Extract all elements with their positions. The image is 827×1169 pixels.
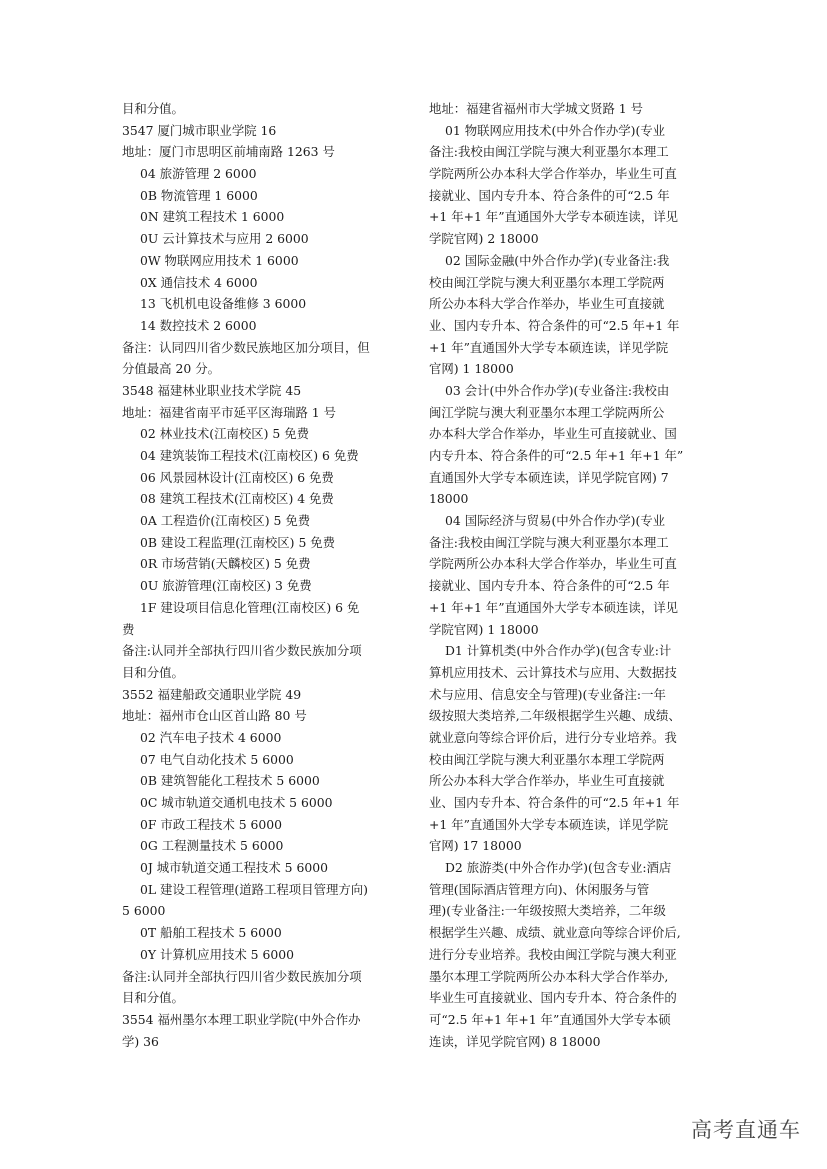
text-line: 地址：福建省南平市延平区海瑞路 1 号 [122, 404, 337, 420]
text-line: 算机应用技术、云计算技术与应用、大数据技 [429, 664, 677, 680]
text-line: 所公办本科大学合作举办，毕业生可直接就 [429, 296, 665, 312]
text-line: 进行分专业培养。我校由闽江学院与澳大利亚 [429, 946, 677, 962]
text-line: 5 6000 [122, 903, 166, 919]
text-line: 根据学生兴趣、成绩、就业意向等综合评价后, [429, 925, 681, 941]
text-line: 01 物联网应用技术(中外合作办学)(专业 [445, 122, 666, 138]
text-line: 学院两所公办本科大学合作举办，毕业生可直 [429, 556, 677, 572]
text-line: 内专升本、符合条件的可“2.5 年+1 年+1 年” [429, 448, 684, 463]
text-line: 办本科大学合作举办，毕业生可直接就业、国 [429, 426, 677, 442]
text-line: 备注:我校由闽江学院与澳大利亚墨尔本理工 [429, 144, 669, 160]
text-line: 0U 云计算技术与应用 2 6000 [140, 231, 309, 247]
text-line: +1 年”直通国外大学专本硕连读，详见学院 [429, 816, 669, 832]
text-line: 08 建筑工程技术(江南校区) 4 免费 [140, 491, 334, 507]
text-line: 费 [122, 621, 135, 637]
text-line: 04 旅游管理 2 6000 [140, 166, 257, 182]
text-line: 墨尔本理工学院两所公办本科大学合作举办, [429, 968, 669, 984]
text-line: 备注:认同并全部执行四川省少数民族加分项 [122, 968, 362, 984]
text-line: 业、国内专升本、符合条件的可“2.5 年+1 年 [429, 795, 680, 810]
text-line: +1 年+1 年”直通国外大学专本硕连读，详见 [429, 599, 678, 615]
text-line: 分值最高 20 分。 [122, 361, 220, 377]
right-column [429, 98, 730, 1052]
text-line: 备注:我校由闽江学院与澳大利亚墨尔本理工 [429, 534, 669, 550]
text-line: 0B 建筑智能化工程技术 5 6000 [140, 773, 320, 789]
text-line: 可“2.5 年+1 年+1 年”直通国外大学专本硕 [429, 1011, 671, 1027]
text-line: +1 年”直通国外大学专本硕连读，详见学院 [429, 339, 669, 355]
text-line: 0T 船舶工程技术 5 6000 [140, 925, 282, 941]
text-line: 02 林业技术(江南校区) 5 免费 [140, 426, 310, 442]
text-line: 目和分值。 [122, 664, 184, 680]
text-line: 术与应用、信息安全与管理)(专业备注:一年 [429, 686, 666, 702]
text-line: 学院官网) 2 18000 [429, 231, 539, 247]
text-line: 校由闽江学院与澳大利亚墨尔本理工学院两 [429, 751, 665, 767]
watermark-logo: 高考直通车 [691, 1118, 801, 1142]
text-line: 04 国际经济与贸易(中外合作办学)(专业 [445, 513, 666, 529]
text-line: 0G 工程测量技术 5 6000 [140, 838, 284, 854]
text-line: 目和分值。 [122, 101, 184, 116]
text-line: +1 年+1 年”直通国外大学专本硕连读，详见 [429, 209, 678, 225]
text-line: 毕业生可直接就业、国内专升本、符合条件的 [429, 990, 677, 1006]
text-line: 3552 福建船政交通职业学院 49 [122, 686, 302, 702]
text-line: D1 计算机类(中外合作办学)(包含专业:计 [445, 643, 672, 659]
text-line: 0X 通信技术 4 6000 [140, 274, 258, 290]
text-line: D2 旅游类(中外合作办学)(包含专业:酒店 [445, 860, 672, 876]
text-line: 03 会计(中外合作办学)(专业备注:我校由 [445, 382, 670, 398]
text-line: 备注:认同并全部执行四川省少数民族加分项 [122, 643, 362, 659]
text-line: 地址：福建省福州市大学城文贤路 1 号 [429, 101, 644, 116]
text-line: 14 数控技术 2 6000 [140, 317, 257, 333]
text-line: 官网) 17 18000 [429, 838, 522, 854]
text-line: 07 电气自动化技术 5 6000 [140, 751, 294, 767]
text-line: 3548 福建林业职业技术学院 45 [122, 382, 302, 398]
text-line: 就业意向等综合评价后，进行分专业培养。我 [429, 729, 677, 745]
text-line: 0R 市场营销(天麟校区) 5 免费 [140, 556, 311, 572]
text-line: 02 汽车电子技术 4 6000 [140, 729, 282, 745]
text-line: 直通国外大学专本硕连读，详见学院官网) 7 [429, 469, 669, 485]
text-line: 接就业、国内专升本、符合条件的可“2.5 年 [429, 578, 670, 594]
text-line: 0B 建设工程监理(江南校区) 5 免费 [140, 534, 336, 550]
text-line: 接就业、国内专升本、符合条件的可“2.5 年 [429, 187, 670, 203]
text-line: 3547 厦门城市职业学院 16 [122, 122, 277, 138]
text-line: 13 飞机机电设备维修 3 6000 [140, 296, 307, 312]
text-line: 18000 [429, 491, 469, 507]
text-line: 闽江学院与澳大利亚墨尔本理工学院两所公 [429, 404, 665, 420]
text-line: 备注：认同四川省少数民族地区加分项目，但 [122, 339, 370, 355]
text-line: 0L 建设工程管理(道路工程项目管理方向) [140, 881, 368, 897]
text-line: 学) 36 [122, 1033, 159, 1049]
text-line: 0Y 计算机应用技术 5 6000 [140, 946, 295, 962]
text-line: 地址：福州市仓山区首山路 80 号 [122, 708, 307, 724]
text-line: 级按照大类培养,二年级根据学生兴趣、成绩、 [429, 708, 681, 724]
text-line: 06 风景园林设计(江南校区) 6 免费 [140, 469, 334, 485]
text-line: 理)(专业备注:一年级按照大类培养，二年级 [429, 903, 666, 919]
text-line: 官网) 1 18000 [429, 361, 514, 377]
text-line: 0A 工程造价(江南校区) 5 免费 [140, 513, 311, 529]
text-line: 目和分值。 [122, 990, 184, 1006]
text-line: 0N 建筑工程技术 1 6000 [140, 209, 285, 225]
text-line: 0W 物联网应用技术 1 6000 [140, 252, 299, 268]
text-line: 3554 福州墨尔本理工职业学院(中外合作办 [122, 1011, 361, 1027]
left-column [122, 98, 422, 1052]
text-line: 业、国内专升本、符合条件的可“2.5 年+1 年 [429, 317, 680, 333]
text-line: 学院两所公办本科大学合作举办，毕业生可直 [429, 166, 677, 182]
text-line: 管理(国际酒店管理方向)、休闲服务与管 [429, 881, 650, 897]
text-line: 0U 旅游管理(江南校区) 3 免费 [140, 578, 312, 594]
text-line: 地址：厦门市思明区前埔南路 1263 号 [122, 144, 335, 160]
text-line: 0F 市政工程技术 5 6000 [140, 816, 283, 832]
text-line: 0J 城市轨道交通工程技术 5 6000 [140, 860, 328, 876]
text-line: 0B 物流管理 1 6000 [140, 187, 258, 203]
text-line: 02 国际金融(中外合作办学)(专业备注:我 [445, 252, 670, 268]
text-line: 0C 城市轨道交通机电技术 5 6000 [140, 795, 333, 810]
text-line: 学院官网) 1 18000 [429, 621, 539, 637]
text-line: 04 建筑装饰工程技术(江南校区) 6 免费 [140, 448, 359, 463]
text-line: 所公办本科大学合作举办，毕业生可直接就 [429, 773, 665, 789]
text-line: 校由闽江学院与澳大利亚墨尔本理工学院两 [429, 274, 665, 290]
text-line: 1F 建设项目信息化管理(江南校区) 6 免 [140, 599, 360, 615]
text-line: 连读，详见学院官网) 8 18000 [429, 1033, 601, 1049]
